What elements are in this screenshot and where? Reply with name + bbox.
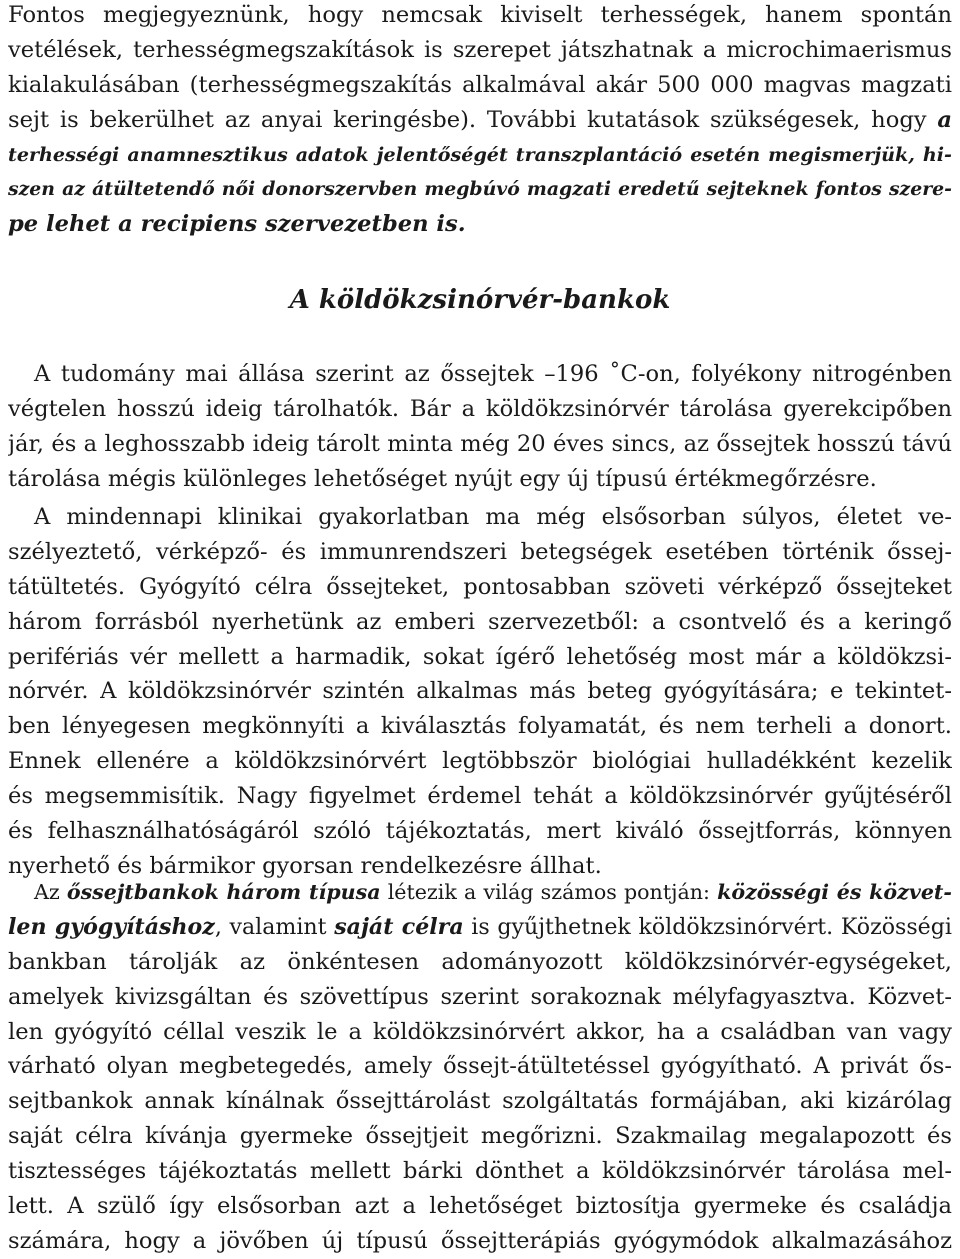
storage-paragraph [8,357,952,497]
bank-types-paragraph [8,875,952,1259]
text-line: és felhasználhatóságáról szóló tájékoztatás, mert kiváló őssejtforrás, könnyen [8,818,952,845]
text-line: jár, és a leghosszabb ideig tárolt minta még 20 éves sincs, az őssejtek hosszú távú [8,430,952,457]
text-line: A mindennapi klinikai gyakorlatban ma még elsősorban súlyos, életet ve- [34,504,952,530]
text-line [8,910,952,945]
text-segment: Az [34,880,67,904]
emphasis-text: őssejtbankok három típusa [66,880,381,904]
text-segment: sejt is bekerülhet az anyai keringésbe). További kutatások szükségesek, hogy [8,106,927,133]
text-line: saját célra kívánja gyermeke őssejtjeit megőrizni. Szakmailag megalapozott és [8,1123,952,1150]
text-line: bankban tárolják az önkéntesen adományozott köldökzsinórvér-egységeket, [8,948,952,975]
text-line: és megsemmisítik. Nagy figyelmet érdemel tehát a köldökzsinórvér gyűjtéséről [8,783,952,810]
intro-paragraph [8,0,952,242]
clinical-paragraph [8,500,952,884]
text-line: tátültetés. Gyógyító célra őssejteket, pontosabban szöveti vérképző őssejteket [8,573,952,600]
emphasis-text: a [937,106,952,133]
section-heading: A köldökzsinórvér-bankok [289,285,671,315]
text-line: amelyek kivizsgáltan és szövettípus szerint sorakoznak mélyfagyasztva. Közvet- [8,983,952,1010]
text-line: lett. A szülő így elsősorban azt a lehetőséget biztosítja gyermeke és családja [8,1193,952,1220]
text-line: len gyógyító céllal veszik le a köldökzsinórvért akkor, ha a családban van vagy [8,1018,952,1045]
text-segment: , valamint [214,913,335,940]
text-line: ben lényegesen megkönnyíti a kiválasztás folyamatát, és nem terheli a donort. [8,713,952,740]
text-line: szélyeztető, vérképző- és immunrendszeri betegségek esetében történik őssej- [8,538,952,565]
emphasis-line: pe lehet a recipiens szervezetben is. [8,211,466,238]
text-line: nórvér. A köldökzsinórvér szintén alkalmas más beteg gyógyítására; e tekintet- [8,678,952,705]
text-line: Ennek ellenére a köldökzsinórvért legtöbbször biológiai hulladékként kezelik [8,748,952,775]
text-line: tárolása mégis különleges lehetőséget nyújt egy új típusú értékmegőrzésre. [8,465,877,492]
text-line: vetélések, terhességmegszakítások is szerepet játszhatnak a microchimaerismus [8,36,952,63]
text-line [8,103,952,138]
text-line: perifériás vér mellett a harmadik, sokat ígérő lehetőség most már a köldökzsi- [8,643,952,670]
text-line: várható olyan megbetegedés, amely őssejt-átültetéssel gyógyítható. A privát ős- [8,1053,952,1080]
text-line: kialakulásában (terhességmegszakítás alkalmával akár 500 000 magvas magzati [8,71,952,98]
text-line: sejtbankok annak kínálnak őssejttárolást szolgáltatás formájában, aki kizárólag [8,1088,952,1115]
emphasis-text: saját célra [334,913,464,940]
emphasis-line: terhességi anamnesztikus adatok jelentőségét transzplantáció esetén megismerjük, hi- [8,142,952,166]
text-line: nyerhető és bármikor gyorsan rendelkezésre állhat. [8,852,602,879]
text-line: A tudomány mai állása szerint az őssejtek –196 ˚C-on, folyékony nitrogénben [34,361,952,387]
emphasis-text: közösségi és közvet- [717,880,952,904]
text-line: számára, hogy a jövőben új típusú őssejtterápiás gyógymódok alkalmazásához [8,1227,952,1254]
text-line [8,875,952,910]
text-segment: is gyűjthetnek köldökzsinórvért. Közösségi [463,913,952,940]
text-line: három forrásból nyerhetünk az emberi szervezetből: a csontvelő és a keringő [8,608,952,635]
emphasis-line: szen az átültetendő női donorszervben megbúvó magzati eredetű sejteknek fontos szere- [8,178,952,201]
text-line: tisztességes tájékoztatás mellett bárki dönthet a köldökzsinórvér tárolása mel- [8,1158,952,1185]
text-line: végtelen hosszú ideig tárolhatók. Bár a köldökzsinórvér tárolása gyerekcipőben [8,395,952,422]
emphasis-text: len gyógyításhoz [8,913,215,940]
text-segment: létezik a világ számos pontján: [380,880,718,904]
text-line: Fontos megjegyeznünk, hogy nemcsak kiviselt terhességek, hanem spontán [8,2,952,28]
